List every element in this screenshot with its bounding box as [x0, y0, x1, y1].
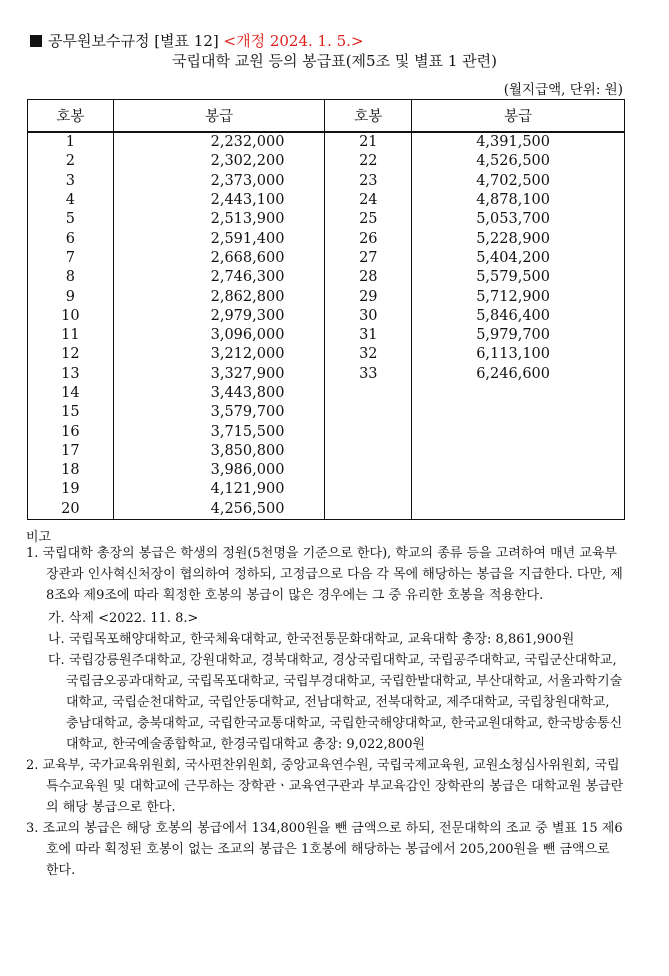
salary-cell: 4,526,500: [412, 152, 625, 171]
step-cell: [325, 500, 412, 520]
step-cell: 3: [28, 172, 114, 191]
table-row: [28, 249, 625, 268]
salary-cell: [412, 461, 625, 480]
step-cell: [325, 403, 412, 422]
table-row: [28, 384, 625, 403]
table-row: [28, 307, 625, 326]
step-cell: 17: [28, 442, 114, 461]
table-row: [28, 442, 625, 461]
remark-item-2: 2. 교육부, 국가교육위원회, 국사편찬위원회, 중앙교육연수원, 국립국제교육원, 교원소청심사위원회, 국립특수교육원 및 대학교에 근무하는 장학관ㆍ교육연구관과 부교육감인 장학관의 봉급은 대학교원 봉급란의 해당 봉급으로 한다.: [26, 758, 624, 815]
table-row: [28, 268, 625, 287]
salary-cell: 6,113,100: [412, 345, 625, 364]
revision-date: <개정 2024. 1. 5.>: [223, 32, 364, 50]
salary-cell: 3,327,900: [113, 365, 325, 384]
table-header-row: [28, 100, 625, 133]
step-cell: 13: [28, 365, 114, 384]
table-row: [28, 210, 625, 229]
step-cell: 24: [325, 191, 412, 210]
step-cell: 25: [325, 210, 412, 229]
salary-cell: 3,096,000: [113, 326, 325, 345]
salary-cell: 2,979,300: [113, 307, 325, 326]
table-body: [28, 132, 625, 519]
step-cell: 12: [28, 345, 114, 364]
remarks-label: 비고: [26, 530, 52, 545]
salary-cell: [412, 442, 625, 461]
step-cell: 29: [325, 287, 412, 306]
step-cell: 8: [28, 268, 114, 287]
salary-cell: 4,878,100: [412, 191, 625, 210]
step-cell: 16: [28, 422, 114, 441]
step-cell: 23: [325, 172, 412, 191]
table-row: [28, 480, 625, 499]
salary-cell: 5,979,700: [412, 326, 625, 345]
salary-cell: 2,862,800: [113, 287, 325, 306]
remark-item-1-ga: 가. 삭제 <2022. 11. 8.>: [48, 611, 199, 626]
salary-cell: 3,579,700: [113, 403, 325, 422]
table-row: [28, 365, 625, 384]
table-row: [28, 172, 625, 191]
salary-cell: 4,121,900: [113, 480, 325, 499]
salary-cell: [412, 480, 625, 499]
remark-item-1-da: 다. 국립강릉원주대학교, 강원대학교, 경북대학교, 경상국립대학교, 국립공주대학교, 국립군산대학교, 국립금오공과대학교, 국립목포대학교, 국립부경대학교, 국립한밭대학교, 부산대학교, 서울과학기술대학교, 국립순천대학교, 국립안동대학교, 전남대학교, 전북대학교, 제주대학교, 국립창원대학교, 충남대학교, 충북대학교, 국립한국교통대학교, 국립한국해양대학교, 한국교원대학교, 한국방송통신대학교, 한국예술종합학교, 한경국립대학교 총장: 9,022,800원: [48, 653, 623, 752]
remark-item-3: 3. 조교의 봉급은 해당 호봉의 봉급에서 134,800원을 뺀 금액으로 하되, 전문대학의 조교 중 별표 15 제6호에 따라 획정된 호봉이 없는 조교의 봉급은 1호봉에 해당하는 봉급에서 205,200원을 뺀 금액으로 한다.: [26, 821, 623, 878]
salary-cell: [412, 422, 625, 441]
column-header: 봉급: [113, 100, 325, 133]
salary-cell: 2,443,100: [113, 191, 325, 210]
remark-item-1-na: 나. 국립목포해양대학교, 한국체육대학교, 한국전통문화대학교, 교육대학 총장: 8,861,900원: [48, 632, 575, 647]
salary-cell: 2,746,300: [113, 268, 325, 287]
step-cell: 4: [28, 191, 114, 210]
salary-cell: 2,668,600: [113, 249, 325, 268]
step-cell: 30: [325, 307, 412, 326]
table-row: [28, 132, 625, 152]
step-cell: 9: [28, 287, 114, 306]
document-header: [30, 30, 364, 51]
step-cell: 20: [28, 500, 114, 520]
salary-cell: 2,232,000: [113, 132, 325, 152]
step-cell: 1: [28, 132, 114, 152]
table-row: [28, 422, 625, 441]
salary-cell: 5,579,500: [412, 268, 625, 287]
salary-table: [27, 99, 625, 520]
step-cell: 27: [325, 249, 412, 268]
step-cell: 5: [28, 210, 114, 229]
salary-cell: 4,256,500: [113, 500, 325, 520]
step-cell: 32: [325, 345, 412, 364]
step-cell: 33: [325, 365, 412, 384]
table-row: [28, 152, 625, 171]
table-row: [28, 326, 625, 345]
step-cell: 2: [28, 152, 114, 171]
salary-cell: 4,391,500: [412, 132, 625, 152]
salary-cell: 4,702,500: [412, 172, 625, 191]
step-cell: 28: [325, 268, 412, 287]
step-cell: [325, 422, 412, 441]
column-header: 호봉: [28, 100, 114, 133]
column-header: 봉급: [412, 100, 625, 133]
salary-cell: 5,712,900: [412, 287, 625, 306]
salary-cell: 2,373,000: [113, 172, 325, 191]
step-cell: 26: [325, 229, 412, 248]
table-row: [28, 287, 625, 306]
remark-item-1: 1. 국립대학 총장의 봉급은 학생의 정원(5천명을 기준으로 한다), 학교의 종류 등을 고려하여 매년 교육부장관과 인사혁신처장이 협의하여 정하되, 고정급으로 다음 각 목에 해당하는 봉급을 지급한다. 다만, 제8조와 제9조에 따라 획정한 호봉의 봉급이 많은 경우에는 그 중 유리한 호봉을 적용한다.: [26, 546, 623, 603]
step-cell: [325, 442, 412, 461]
salary-cell: 3,986,000: [113, 461, 325, 480]
step-cell: 15: [28, 403, 114, 422]
step-cell: 22: [325, 152, 412, 171]
salary-cell: 5,053,700: [412, 210, 625, 229]
step-cell: [325, 480, 412, 499]
table-row: [28, 500, 625, 520]
salary-cell: 2,302,200: [113, 152, 325, 171]
salary-cell: 3,850,800: [113, 442, 325, 461]
salary-cell: 5,228,900: [412, 229, 625, 248]
step-cell: 10: [28, 307, 114, 326]
step-cell: [325, 461, 412, 480]
table-row: [28, 229, 625, 248]
column-header: 호봉: [325, 100, 412, 133]
step-cell: 11: [28, 326, 114, 345]
salary-cell: 3,715,500: [113, 422, 325, 441]
salary-cell: 3,443,800: [113, 384, 325, 403]
table-row: [28, 191, 625, 210]
remarks-body: [26, 543, 626, 881]
step-cell: [325, 384, 412, 403]
step-cell: 21: [325, 132, 412, 152]
step-cell: 19: [28, 480, 114, 499]
table-row: [28, 345, 625, 364]
regulation-title: 공무원보수규정 [별표 12]: [48, 32, 219, 50]
salary-cell: [412, 403, 625, 422]
step-cell: 6: [28, 229, 114, 248]
step-cell: 18: [28, 461, 114, 480]
table-title: 국립대학 교원 등의 봉급표(제5조 및 별표 1 관련): [172, 52, 497, 70]
salary-cell: [412, 384, 625, 403]
step-cell: 7: [28, 249, 114, 268]
table-row: [28, 403, 625, 422]
salary-cell: 5,404,200: [412, 249, 625, 268]
bullet-square-icon: [30, 35, 42, 47]
unit-note: (월지급액, 단위: 원): [503, 82, 623, 98]
salary-cell: 5,846,400: [412, 307, 625, 326]
step-cell: 31: [325, 326, 412, 345]
salary-cell: 2,591,400: [113, 229, 325, 248]
salary-cell: [412, 500, 625, 520]
step-cell: 14: [28, 384, 114, 403]
salary-cell: 6,246,600: [412, 365, 625, 384]
salary-cell: 3,212,000: [113, 345, 325, 364]
salary-cell: 2,513,900: [113, 210, 325, 229]
table-row: [28, 461, 625, 480]
